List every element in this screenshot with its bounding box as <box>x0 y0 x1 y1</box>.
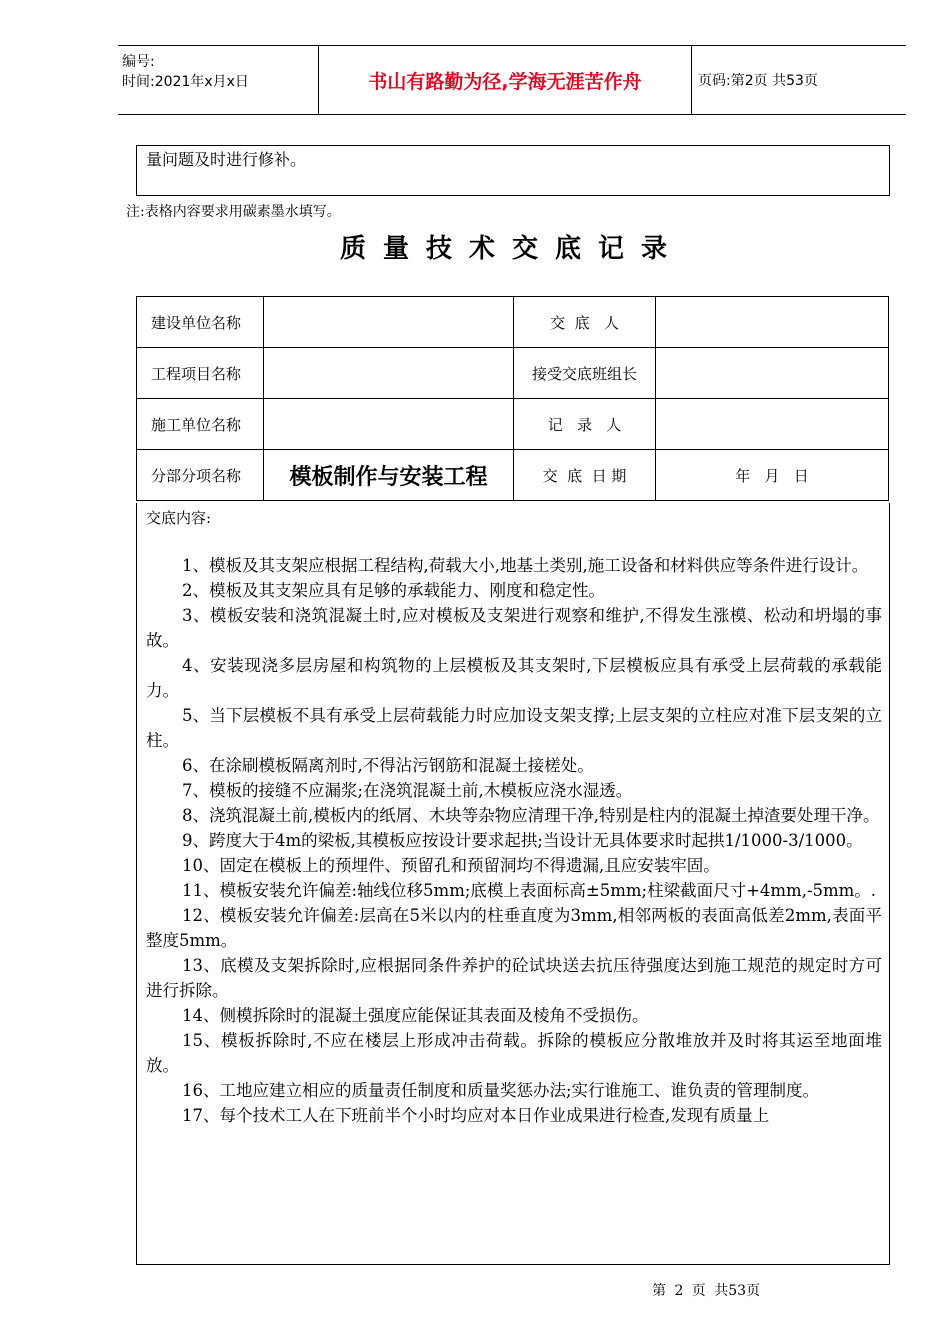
document-number-label: 编号: <box>122 54 155 70</box>
list-item: 9、跨度大于4m的梁板,其模板应按设计要求起拱;当设计无具体要求时起拱1/1000-3/1000。 <box>182 831 863 850</box>
team-leader-label: 接受交底班组长 <box>514 348 656 399</box>
list-item: 10、固定在模板上的预埋件、预留孔和预留洞均不得遗漏,且应安装牢固。 <box>182 856 720 875</box>
list-item: 15、模板拆除时,不应在楼层上形成冲击荷载。拆除的模板应分散堆放并及时将其运至地面堆放。 <box>146 1031 882 1075</box>
table-row <box>137 297 889 348</box>
page-title: 质量技术交底记录 <box>339 234 684 264</box>
content-label: 交底内容: <box>146 509 212 527</box>
date-value: 年 月 日 <box>656 450 889 501</box>
list-item: 5、当下层模板不具有承受上层荷载能力时应加设支架支撑;上层支架的立柱应对准下层支架的立柱。 <box>146 706 882 750</box>
builder-label: 施工单位名称 <box>137 399 264 450</box>
recorder-value <box>656 399 889 450</box>
previous-content-text: 量问题及时进行修补。 <box>146 150 307 169</box>
construction-unit-value <box>264 297 514 348</box>
page-footer: 第 2 页 共53页 <box>652 1283 761 1299</box>
project-name-label: 工程项目名称 <box>137 348 264 399</box>
table-row <box>137 348 889 399</box>
presenter-value <box>656 297 889 348</box>
construction-unit-label: 建设单位名称 <box>137 297 264 348</box>
list-item: 1、模板及其支架应根据工程结构,荷载大小,地基土类别,施工设备和材料供应等条件进行设计。 <box>182 556 869 575</box>
list-item: 6、在涂刷模板隔离剂时,不得沾污钢筋和混凝土接槎处。 <box>182 756 594 775</box>
project-name-value <box>264 348 514 399</box>
presenter-label: 交 底 人 <box>514 297 656 348</box>
team-leader-value <box>656 348 889 399</box>
list-item: 2、模板及其支架应具有足够的承载能力、刚度和稳定性。 <box>182 581 605 600</box>
document-time-label: 时间:2021年x月x日 <box>122 74 249 90</box>
list-item: 7、模板的接缝不应漏浆;在浇筑混凝土前,木模板应浇水湿透。 <box>182 781 633 800</box>
header-meta <box>122 52 249 92</box>
info-table <box>136 296 889 501</box>
previous-content-box <box>136 145 890 196</box>
list-item: 13、底模及支架拆除时,应根据同条件养护的砼试块送去抗压待强度达到施工规范的规定时方可进行拆除。 <box>146 956 882 1000</box>
header-page-info: 页码:第2页 共53页 <box>698 73 818 89</box>
recorder-label: 记 录 人 <box>514 399 656 450</box>
list-item: 17、每个技术工人在下班前半个小时均应对本日作业成果进行检查,发现有质量上 <box>182 1106 770 1125</box>
page-header <box>118 45 906 115</box>
list-item: 3、模板安装和浇筑混凝土时,应对模板及支架进行观察和维护,不得发生涨模、松动和坍塌的事故。 <box>146 606 882 650</box>
content-box <box>136 503 890 1265</box>
builder-value <box>264 399 514 450</box>
table-note: 注:表格内容要求用碳素墨水填写。 <box>126 204 341 220</box>
list-item: 8、浇筑混凝土前,模板内的纸屑、木块等杂物应清理干净,特别是柱内的混凝土掉渣要处理干净。 <box>182 806 880 825</box>
content-items <box>146 553 882 1128</box>
list-item: 14、侧模拆除时的混凝土强度应能保证其表面及棱角不受损伤。 <box>182 1006 649 1025</box>
section-value: 模板制作与安装工程 <box>264 450 514 501</box>
list-item: 12、模板安装允许偏差:层高在5米以内的柱垂直度为3mm,相邻两板的表面高低差2mm,表面平整度5mm。 <box>146 906 882 950</box>
table-row <box>137 450 889 501</box>
list-item: 11、模板安装允许偏差:轴线位移5mm;底模上表面标高±5mm;柱梁截面尺寸+4mm,-5mm。. <box>182 881 877 900</box>
list-item: 16、工地应建立相应的质量责任制度和质量奖惩办法;实行谁施工、谁负责的管理制度。 <box>182 1081 820 1100</box>
header-motto: 书山有路勤为径,学海无涯苦作舟 <box>318 46 692 114</box>
list-item: 4、安装现浇多层房屋和构筑物的上层模板及其支架时,下层模板应具有承受上层荷载的承载能力。 <box>146 656 882 700</box>
section-label: 分部分项名称 <box>137 450 264 501</box>
table-row <box>137 399 889 450</box>
date-label: 交 底 日 期 <box>514 450 656 501</box>
